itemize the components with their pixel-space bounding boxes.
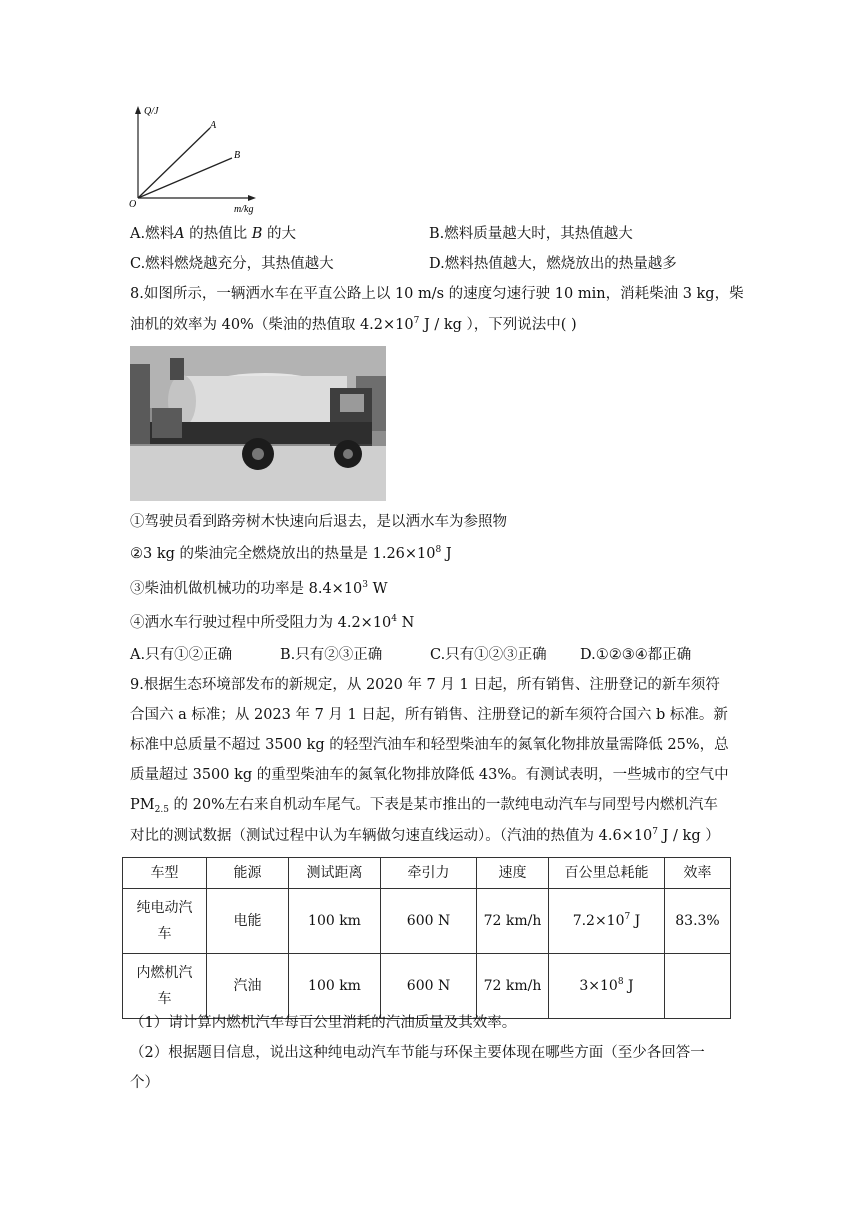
origin-label: O bbox=[129, 199, 137, 210]
q9-subquestion-2-line2: 个） bbox=[130, 1075, 159, 1091]
q7-option-a-end: 的大 bbox=[262, 226, 297, 242]
line-a-label: A bbox=[210, 120, 217, 131]
q7-option-a-var2: B bbox=[251, 226, 263, 242]
q7-option-a-mid: 的热值比 bbox=[184, 226, 252, 242]
table-header-row bbox=[123, 858, 731, 889]
table-cell-distance: 100 km bbox=[289, 954, 381, 1019]
table-cell-consumption: $7.2\times 10^7$ J bbox=[549, 889, 665, 954]
q8-option-b: B.只有②③正确 bbox=[280, 647, 383, 663]
table-cell-energy: 汽油 bbox=[207, 954, 289, 1019]
q9-line4: 质量超过 3500 kg 的重型柴油车的氮氧化物排放降低 43%。有测试表明，一些城市的空气中 bbox=[130, 767, 729, 783]
header-cell: 百公里总耗能 bbox=[549, 858, 665, 889]
q-m-graph bbox=[128, 98, 268, 218]
table-cell-efficiency bbox=[665, 954, 731, 1019]
q9-subquestion-2-line1: （2）根据题目信息，说出这种纯电动汽车节能与环保主要体现在哪些方面（至少各回答一 bbox=[130, 1045, 705, 1061]
q7-option-c: C.燃料燃烧越充分，其热值越大 bbox=[130, 256, 334, 272]
header-cell: 牵引力 bbox=[381, 858, 477, 889]
line-a bbox=[138, 128, 210, 198]
q9-subquestion-1: （1）请计算内燃机汽车每百公里消耗的汽油质量及其效率。 bbox=[130, 1015, 517, 1031]
q7-option-b: B.燃料质量越大时，其热值越大 bbox=[429, 226, 633, 242]
header-cell: 速度 bbox=[477, 858, 549, 889]
table-cell-force: 600 N bbox=[381, 889, 477, 954]
q9-line6: 对比的测试数据（测试过程中认为车辆做匀速直线运动）。（汽油的热值为 $4.6\times 10^7$ J / kg ） bbox=[130, 827, 720, 844]
test-data-table bbox=[122, 857, 731, 1019]
table-cell-force: 600 N bbox=[381, 954, 477, 1019]
table-cell-distance: 100 km bbox=[289, 889, 381, 954]
table-cell-type: 内燃机汽 车 bbox=[123, 954, 207, 1019]
q7-option-d: D.燃料热值越大，燃烧放出的热量越多 bbox=[429, 256, 677, 272]
header-cell: 车型 bbox=[123, 858, 207, 889]
table-cell-speed: 72 km/h bbox=[477, 954, 549, 1019]
q8-stem-line2: 油机的效率为 40%（柴油的热值取 $4.2\times 10^7$ J / kg ），下列说法中( ) bbox=[130, 316, 577, 333]
header-cell: 测试距离 bbox=[289, 858, 381, 889]
table-cell-type: 纯电动汽 车 bbox=[123, 889, 207, 954]
q7-option-a-prefix: A.燃料 bbox=[130, 226, 175, 242]
line-b-label: B bbox=[234, 150, 241, 161]
table-cell-consumption: $3\times 10^8$ J bbox=[549, 954, 665, 1019]
q9-line3: 标准中总质量不超过 3500 kg 的轻型汽油车和轻型柴油车的氮氧化物排放量需降低 25%，总 bbox=[130, 737, 729, 753]
q8-statement-4: ④洒水车行驶过程中所受阻力为 $4.2\times 10^4$ N bbox=[130, 614, 415, 631]
sprinkler-truck-photo bbox=[130, 346, 386, 501]
q8-statement-2: ②3 kg 的柴油完全燃烧放出的热量是 $1.26\times 10^8$ J bbox=[130, 545, 452, 562]
q8-stem-line1: 8.如图所示，一辆洒水车在平直公路上以 10 m/s 的速度匀速行驶 10 min，消耗柴油 3 kg，柴 bbox=[130, 286, 744, 302]
y-axis-label: Q/J bbox=[144, 106, 159, 117]
header-cell: 效率 bbox=[665, 858, 731, 889]
header-cell: 能源 bbox=[207, 858, 289, 889]
q8-option-c: C.只有①②③正确 bbox=[430, 647, 547, 663]
y-axis-arrow bbox=[135, 106, 141, 114]
table-row bbox=[123, 889, 731, 954]
q8-statement-3: ③柴油机做机械功的功率是 $8.4\times 10^3$ W bbox=[130, 580, 388, 597]
x-axis-arrow bbox=[248, 195, 256, 201]
table-cell-energy: 电能 bbox=[207, 889, 289, 954]
x-axis-label: m/kg bbox=[234, 204, 254, 215]
table-cell-efficiency: 83.3% bbox=[665, 889, 731, 954]
q8-statement-1: ①驾驶员看到路旁树木快速向后退去，是以洒水车为参照物 bbox=[130, 514, 507, 530]
line-b bbox=[138, 158, 232, 198]
q8-option-a: A.只有①②正确 bbox=[130, 647, 233, 663]
table-row bbox=[123, 954, 731, 1019]
q9-line5: $PM_{2.5}$ 的 20%左右来自机动车尾气。下表是某市推出的一款纯电动汽车与同型号内燃机汽车 bbox=[130, 797, 718, 815]
q8-option-d: D.①②③④都正确 bbox=[580, 647, 692, 663]
q7-option-a bbox=[130, 224, 296, 244]
q9-line2: 合国六 a 标准；从 2023 年 7 月 1 日起，所有销售、注册登记的新车须符合国六 b 标准。新 bbox=[130, 707, 728, 723]
q7-option-a-var1: A bbox=[174, 226, 185, 242]
table-cell-speed: 72 km/h bbox=[477, 889, 549, 954]
q9-line1: 9.根据生态环境部发布的新规定，从 2020 年 7 月 1 日起，所有销售、注册登记的新车须符 bbox=[130, 677, 720, 693]
